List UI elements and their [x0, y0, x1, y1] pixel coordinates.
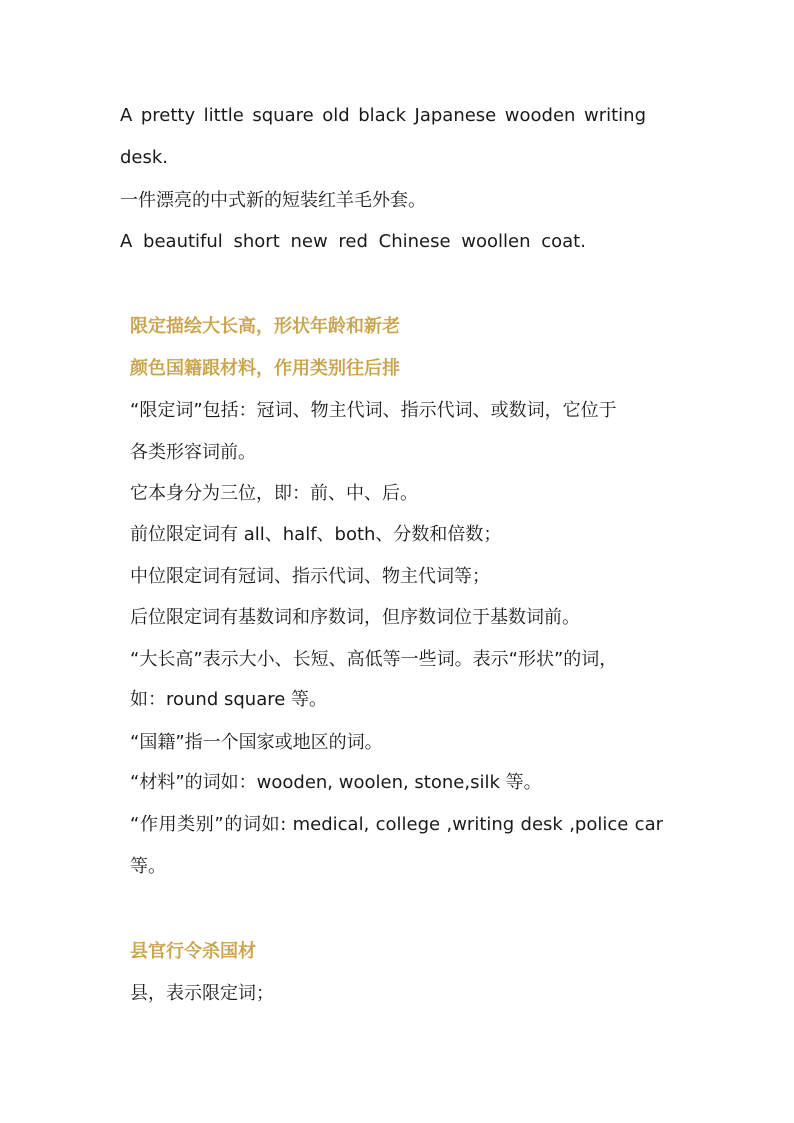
body-paragraph: 县，表示限定词； — [130, 983, 274, 1004]
english-example-line: A beautiful short new red Chinese woollen coat. — [120, 231, 586, 252]
body-paragraph: “大长高”表示大小、长短、高低等一些词。表示“形状”的词， — [130, 649, 618, 670]
english-example-line: A pretty little square old black Japanese wooden writing — [120, 105, 646, 126]
mnemonic-heading: 县官行令杀国材 — [130, 941, 256, 962]
mnemonic-heading: 颜色国籍跟材料，作用类别往后排 — [130, 358, 400, 379]
body-paragraph: 各类形容词前。 — [130, 442, 256, 463]
body-paragraph: 等。 — [130, 856, 166, 877]
english-example-line: desk. — [120, 147, 169, 168]
body-paragraph: “国籍”指一个国家或地区的词。 — [130, 732, 383, 753]
body-paragraph: 后位限定词有基数词和序数词，但序数词位于基数词前。 — [130, 607, 580, 628]
body-paragraph: 它本身分为三位，即：前、中、后。 — [130, 483, 418, 504]
body-paragraph: 中位限定词有冠词、指示代词、物主代词等； — [130, 566, 490, 587]
body-paragraph: 如：round square 等。 — [130, 689, 328, 710]
body-paragraph: “限定词”包括：冠词、物主代词、指示代词、或数词，它位于 — [130, 400, 617, 421]
body-paragraph: “作用类别”的词如: medical, college ,writing desk ,police car — [130, 814, 663, 835]
chinese-example-line: 一件漂亮的中式新的短装红羊毛外套。 — [120, 190, 426, 211]
body-paragraph: 前位限定词有 all、half、both、分数和倍数； — [130, 524, 502, 545]
body-paragraph: “材料”的词如：wooden, woolen, stone,silk 等。 — [130, 772, 542, 793]
mnemonic-heading: 限定描绘大长高，形状年龄和新老 — [130, 316, 400, 337]
